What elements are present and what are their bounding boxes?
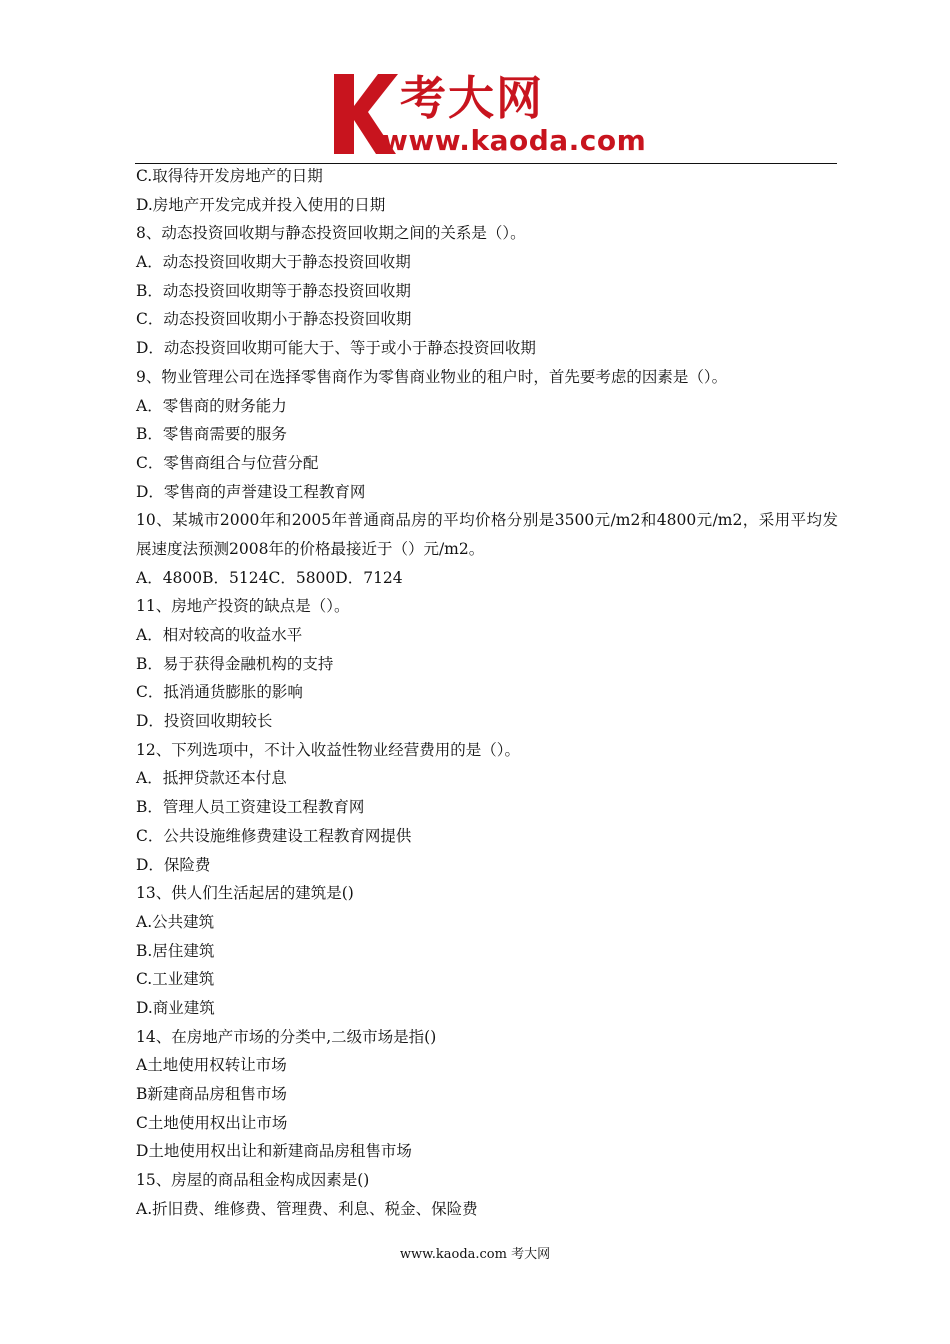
option-line: C.工业建筑 [136, 970, 215, 989]
logo-text-cn: 考大网 [400, 71, 544, 125]
option-line: D.商业建筑 [136, 998, 215, 1017]
question-9: 9、物业管理公司在选择零售商作为零售商业物业的租户时，首先要考虑的因素是（）。 [136, 367, 728, 386]
question-14: 14、在房地产市场的分类中,二级市场是指() [136, 1027, 437, 1046]
page-header [0, 0, 950, 165]
option-line: B．零售商需要的服务 [136, 425, 287, 444]
kaoda-logo [330, 70, 650, 162]
option-line: B．动态投资回收期等于静态投资回收期 [136, 281, 411, 300]
logo-text-url: www.kaoda.com [382, 124, 647, 157]
option-line: A土地使用权转让市场 [136, 1056, 287, 1075]
option-line: A．零售商的财务能力 [136, 396, 287, 415]
option-line: A．相对较高的收益水平 [136, 626, 303, 645]
question-13: 13、供人们生活起居的建筑是() [136, 884, 354, 903]
option-line: C．动态投资回收期小于静态投资回收期 [136, 310, 412, 329]
question-11: 11、房地产投资的缺点是（）。 [136, 597, 350, 616]
question-content [136, 162, 838, 1223]
option-line: B．易于获得金融机构的支持 [136, 654, 334, 673]
option-line: C．抵消通货膨胀的影响 [136, 683, 303, 702]
option-line: C．公共设施维修费建设工程教育网提供 [136, 826, 412, 845]
option-line: B.居住建筑 [136, 941, 215, 960]
question-10: 10、某城市2000年和2005年普通商品房的平均价格分别是3500元/m2和4800元/m2，采用平均发展速度法预测2008年的价格最接近于（）元/m2。 [136, 511, 838, 558]
option-line: A．动态投资回收期大于静态投资回收期 [136, 253, 411, 272]
option-line: C土地使用权出让市场 [136, 1113, 288, 1132]
option-line: D土地使用权出让和新建商品房租售市场 [136, 1142, 412, 1161]
option-line: A.公共建筑 [136, 912, 215, 931]
page-footer: www.kaoda.com 考大网 [399, 1247, 551, 1262]
option-line: A．抵押贷款还本付息 [136, 769, 287, 788]
text-line: D.房地产开发完成并投入使用的日期 [136, 195, 386, 214]
option-line: C．零售商组合与位营分配 [136, 453, 319, 472]
option-line: B．管理人员工资建设工程教育网 [136, 798, 365, 817]
option-line: D．零售商的声誉建设工程教育网 [136, 482, 366, 501]
question-12: 12、下列选项中，不计入收益性物业经营费用的是（）。 [136, 740, 520, 759]
option-line: A.折旧费、维修费、管理费、利息、税金、保险费 [136, 1199, 478, 1218]
text-line: C.取得待开发房地产的日期 [136, 167, 323, 185]
option-line: D．投资回收期较长 [136, 712, 273, 731]
option-line: A．4800B．5124C．5800D．7124 [136, 568, 403, 587]
option-line: D．保险费 [136, 855, 211, 874]
option-line: D．动态投资回收期可能大于、等于或小于静态投资回收期 [136, 339, 536, 358]
question-8: 8、动态投资回收期与静态投资回收期之间的关系是（）。 [136, 224, 526, 243]
question-15: 15、房屋的商品租金构成因素是() [136, 1171, 370, 1190]
option-line: B新建商品房租售市场 [136, 1085, 287, 1104]
